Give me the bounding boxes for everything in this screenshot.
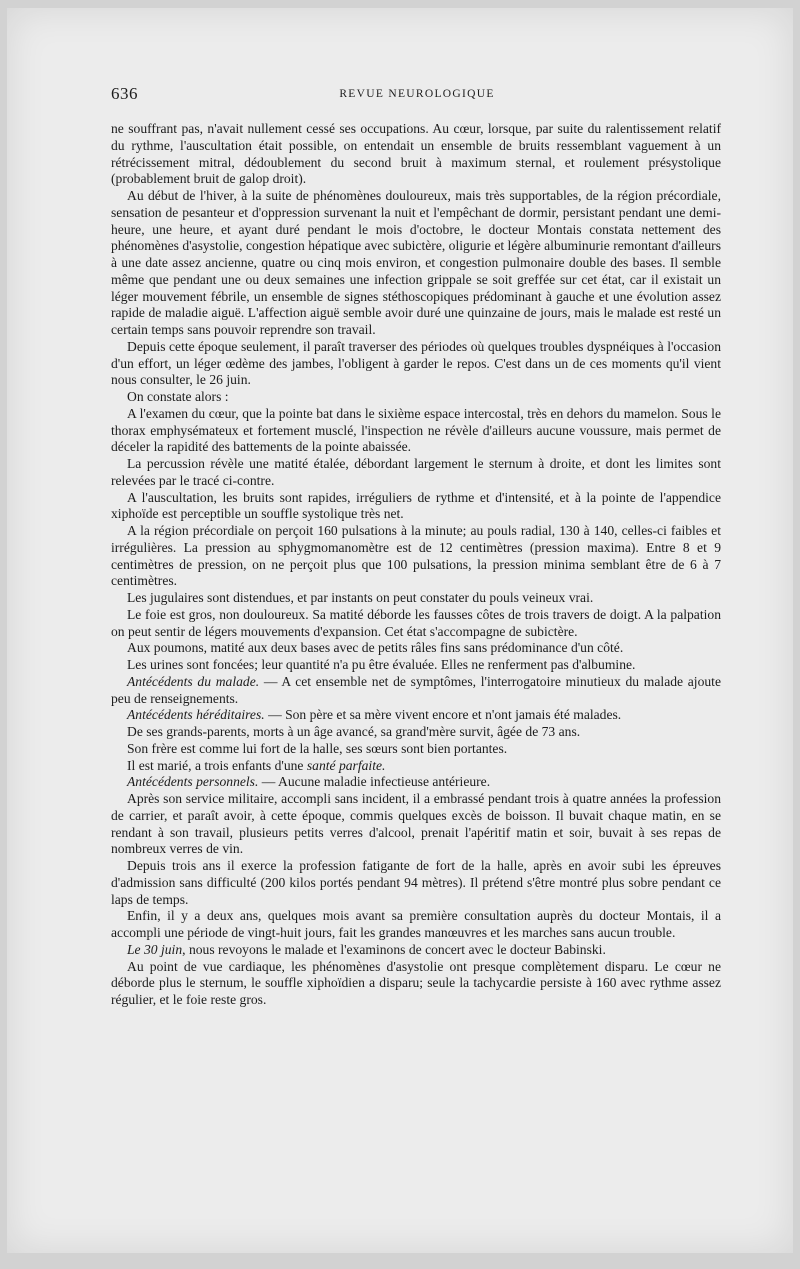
section-heading: Antécédents personnels. — [127, 774, 259, 790]
paragraph: La percussion révèle une matité étalée, débordant largement le sternum à droite, et dont les limites sont relevées par le tracé ci-contre. — [111, 456, 721, 488]
article-body — [111, 121, 721, 1009]
paragraph: ne souffrant pas, n'avait nullement cessé ses occupations. Au cœur, lorsque, par suite du ralentissement relatif du rythme, l'auscultation était possible, on entendait un ensemble de bruits ressemblant vaguement à un rétrécissement mitral, dédoublement du second bruit à maximum sternal, et roulement présystolique (probablement bruit de galop droit). — [111, 121, 721, 187]
date-heading: Le 30 juin — [127, 941, 183, 957]
paragraph: De ses grands-parents, morts à un âge avancé, sa grand'mère survit, âgée de 73 ans. — [127, 724, 581, 739]
section-heading: Antécédents du malade. — [127, 673, 260, 689]
page-number: 636 — [111, 84, 138, 103]
paragraph: Les urines sont foncées; leur quantité n'a pu être évaluée. Elles ne renferment pas d'albumine. — [127, 657, 636, 672]
page-header — [111, 84, 723, 106]
section-antecedents-personnels: Antécédents personnels. — Aucune maladie infectieuse antérieure. — [127, 774, 491, 790]
paragraph: Aux poumons, matité aux deux bases avec de petits râles fins sans prédominance d'un côté. — [127, 640, 624, 656]
paragraph: Son frère est comme lui fort de la halle, ses sœurs sont bien portantes. — [127, 740, 508, 756]
paragraph: Enfin, il y a deux ans, quelques mois avant sa première consultation auprès du docteur Montais, il a accompli une période de vingt-huit jours, fait les grandes manœuvres et les marches sans aucun trouble. — [111, 908, 721, 940]
paragraph: Il est marié, a trois enfants d'une santé parfaite. — [127, 757, 386, 773]
paragraph: Au point de vue cardiaque, les phénomènes d'asystolie ont presque complètement disparu. Le cœur ne déborde plus le sternum, le souffle xiphoïdien a disparu; seule la tachycardie persiste à 160 avec rythme assez régulier, et le foie reste gros. — [111, 958, 721, 1007]
scanned-page — [7, 8, 793, 1253]
paragraph: Après son service militaire, accompli sans incident, il a embrassé pendant trois à quatre années la profession de carrier, et paraît avoir, à cette époque, commis quelques excès de boisson. Il buvait chaque matin, en se rendant à son travail, plusieurs petits verres d'alcool, prenait l'apéritif matin et soir, buvait à ses repas de nombreux verres de vin. — [111, 791, 721, 857]
paragraph-date: Le 30 juin, nous revoyons le malade et l'examinons de concert avec le docteur Babinski. — [127, 941, 606, 957]
paragraph: Le foie est gros, non douloureux. Sa matité déborde les fausses côtes de trois travers de doigt. A la palpation on peut sentir de légers mouvements d'expansion. Cet état s'accompagne de subictère. — [111, 606, 721, 639]
paragraph: Depuis trois ans il exerce la profession fatigante de fort de la halle, après en avoir subi les épreuves d'admission sans difficulté (200 kilos portés pendant 94 mètres). Il prétend s'être montré plus sobre pendant ce laps de temps. — [111, 858, 721, 907]
paragraph: Les jugulaires sont distendues, et par instants on peut constater du pouls veineux vrai. — [127, 590, 594, 605]
paragraph: A l'auscultation, les bruits sont rapides, irréguliers de rythme et d'intensité, et à la pointe de l'appendice xiphoïde est perceptible un souffle systolique très net. — [111, 489, 721, 522]
paragraph: A la région précordiale on perçoit 160 pulsations à la minute; au pouls radial, 130 à 140, celles-ci faibles et irrégulières. La pression au sphygmomanomètre est de 12 centimètres (pression maxima). Entre 8 et 9 centimètres de pression, on ne perçoit plus que 100 pulsations, la pression minima semblant être de 6 à 7 centimètres. — [111, 523, 721, 589]
section-antecedents-malade: Antécédents du malade. — A cet ensemble net de symptômes, l'interrogatoire minutieux du malade ajoute peu de renseignements. — [111, 673, 721, 706]
section-antecedents-hereditaires: Antécédents héréditaires. — Son père et sa mère vivent encore et n'ont jamais été malades. — [127, 707, 622, 723]
paragraph: Au début de l'hiver, à la suite de phénomènes douloureux, mais très supportables, de la région précordiale, sensation de pesanteur et d'oppression survenant la nuit et l'empêchant de dormir, persistant pendant une demi-heure, une heure, et ayant duré pendant le mois d'octobre, le docteur Montais constata nettement des phénomènes d'asystolie, congestion hépatique avec subictère, oligurie et légère albuminurie remontant d'ailleurs à une date assez ancienne, quatre ou cinq mois environ, et congestion pulmonaire double des bases. Il semble même que pendant une ou deux semaines une infection grippale se soit greffée sur cet état, car il existait un léger mouvement fébrile, un ensemble de signes stéthoscopiques prédominant à gauche et une évolution assez rapide de maladie aiguë. L'affection aiguë semble avoir duré une quinzaine de jours, mais le malade est resté un certain temps sans pouvoir reprendre son travail. — [111, 188, 721, 337]
running-title: REVUE NEUROLOGIQUE — [339, 88, 495, 100]
section-heading: Antécédents héréditaires. — [127, 707, 265, 723]
paragraph: Depuis cette époque seulement, il paraît traverser des périodes où quelques troubles dyspnéiques à l'occasion d'un effort, un léger œdème des jambes, l'obligent à garder le repos. C'est dans un de ces moments qu'il vient nous consulter, le 26 juin. — [111, 338, 721, 388]
italic-phrase: santé parfaite. — [306, 757, 386, 773]
paragraph: A l'examen du cœur, que la pointe bat dans le sixième espace intercostal, très en dehors du mamelon. Sous le thorax emphysémateux et fortement musclé, l'inspection ne révèle d'ailleurs aucune voussure, mais permet de déceler la rapidité des battements de la pointe abaissée. — [111, 405, 721, 455]
paragraph: On constate alors : — [127, 389, 229, 404]
